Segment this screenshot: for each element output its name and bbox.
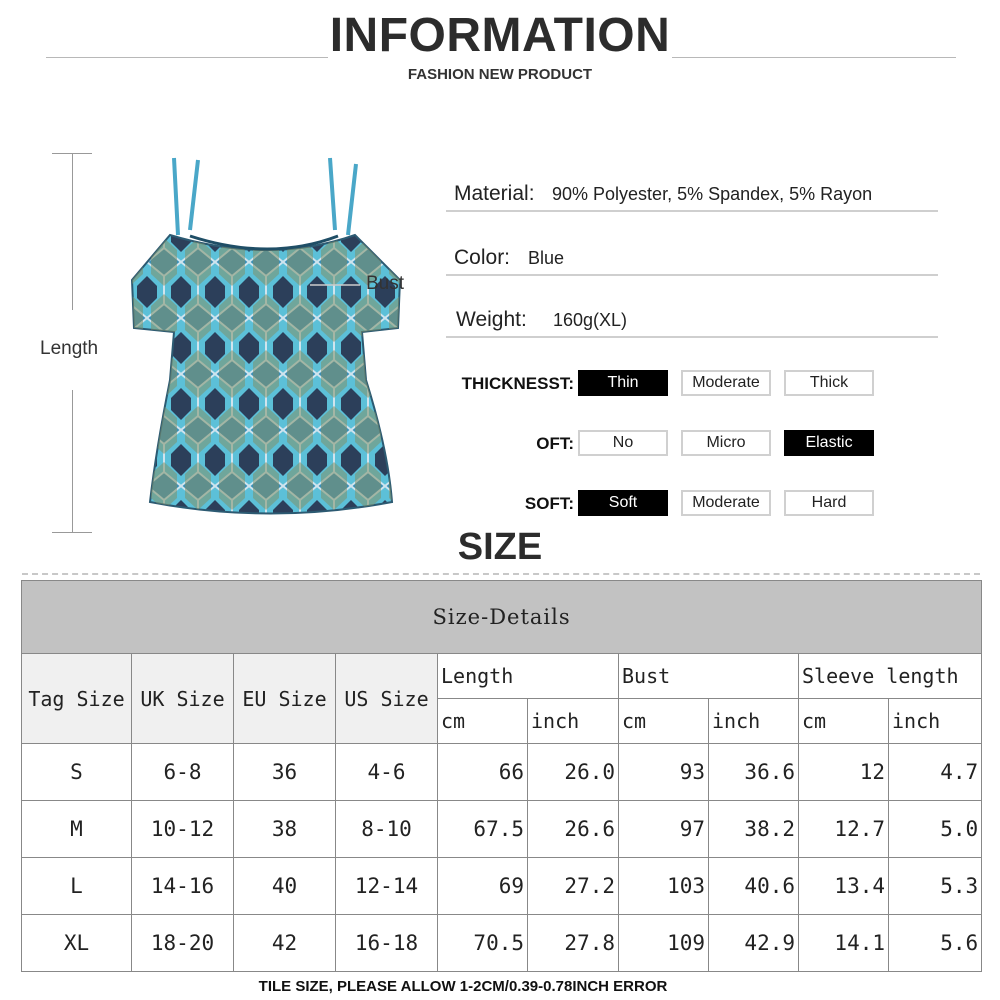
stretch-option-no[interactable]: No [578, 430, 668, 456]
cell-tag: S [22, 744, 132, 801]
cell-eu: 38 [234, 801, 336, 858]
page-subtitle: FASHION NEW PRODUCT [407, 66, 593, 83]
cell-sleeve-inch: 5.0 [889, 801, 982, 858]
cell-uk: 10-12 [132, 801, 234, 858]
soft-option-hard[interactable]: Hard [784, 490, 874, 516]
cell-us: 4-6 [336, 744, 438, 801]
cell-tag: XL [22, 915, 132, 972]
cell-bust-inch: 42.9 [709, 915, 799, 972]
cell-sleeve-cm: 12 [799, 744, 889, 801]
stretch-option-micro[interactable]: Micro [681, 430, 771, 456]
header-sleeve-inch: inch [889, 699, 982, 744]
table-caption-row [22, 581, 982, 654]
weight-value: 160g(XL) [553, 310, 628, 330]
size-error-footnote: TILE SIZE, PLEASE ALLOW 1-2CM/0.39-0.78INCH ERROR [258, 978, 668, 995]
header-us-size: US Size [336, 654, 438, 744]
cell-sleeve-inch: 4.7 [889, 744, 982, 801]
cell-length-cm: 69 [438, 858, 528, 915]
cell-us: 8-10 [336, 801, 438, 858]
cell-sleeve-inch: 5.6 [889, 915, 982, 972]
cell-uk: 14-16 [132, 858, 234, 915]
cell-eu: 42 [234, 915, 336, 972]
cell-length-cm: 67.5 [438, 801, 528, 858]
cell-bust-inch: 40.6 [709, 858, 799, 915]
header-length: Length [438, 654, 619, 699]
header-uk-size: UK Size [132, 654, 234, 744]
header-sleeve-length: Sleeve length [799, 654, 982, 699]
cell-sleeve-cm: 13.4 [799, 858, 889, 915]
size-section-title: SIZE [457, 526, 543, 568]
cell-length-cm: 66 [438, 744, 528, 801]
cell-uk: 18-20 [132, 915, 234, 972]
thickness-option-thick[interactable]: Thick [784, 370, 874, 396]
cell-tag: L [22, 858, 132, 915]
header-eu-size: EU Size [234, 654, 336, 744]
cell-bust-cm: 93 [619, 744, 709, 801]
cell-uk: 6-8 [132, 744, 234, 801]
header-bust-cm: cm [619, 699, 709, 744]
cell-eu: 40 [234, 858, 336, 915]
table-row [22, 801, 982, 858]
length-guide-bar-top [72, 153, 73, 310]
cell-length-inch: 27.2 [528, 858, 619, 915]
page-title: INFORMATION [329, 9, 671, 62]
color-key: Color: [454, 246, 511, 269]
color-value: Blue [528, 248, 565, 268]
material-value: 90% Polyester, 5% Spandex, 5% Rayon [552, 184, 873, 204]
length-guide-bar-bottom [72, 390, 73, 532]
thickness-option-moderate[interactable]: Moderate [681, 370, 771, 396]
color-row [446, 240, 938, 276]
cell-bust-cm: 97 [619, 801, 709, 858]
cell-length-inch: 27.8 [528, 915, 619, 972]
soft-option-soft[interactable]: Soft [578, 490, 668, 516]
size-table [21, 580, 982, 972]
weight-row [446, 302, 938, 338]
stretch-label: OFT: [536, 434, 574, 453]
header-sleeve-cm: cm [799, 699, 889, 744]
cell-bust-cm: 103 [619, 858, 709, 915]
stretch-option-elastic[interactable]: Elastic [784, 430, 874, 456]
cell-length-inch: 26.6 [528, 801, 619, 858]
header-length-cm: cm [438, 699, 528, 744]
cell-sleeve-cm: 12.7 [799, 801, 889, 858]
header-bust: Bust [619, 654, 799, 699]
header-length-inch: inch [528, 699, 619, 744]
dashed-divider [22, 573, 980, 575]
cell-sleeve-cm: 14.1 [799, 915, 889, 972]
thickness-label: THICKNESST: [461, 374, 574, 393]
weight-key: Weight: [456, 308, 527, 331]
material-key: Material: [454, 182, 535, 205]
header-bust-inch: inch [709, 699, 799, 744]
cell-eu: 36 [234, 744, 336, 801]
cell-length-cm: 70.5 [438, 915, 528, 972]
cell-us: 16-18 [336, 915, 438, 972]
cell-bust-cm: 109 [619, 915, 709, 972]
table-row [22, 915, 982, 972]
header-tag-size: Tag Size [22, 654, 132, 744]
table-row [22, 858, 982, 915]
cell-sleeve-inch: 5.3 [889, 858, 982, 915]
table-caption: Size-Details [22, 581, 982, 654]
material-row [446, 176, 938, 212]
soft-label: SOFT: [524, 494, 574, 513]
length-label: Length [40, 338, 99, 359]
cell-bust-inch: 36.6 [709, 744, 799, 801]
soft-option-moderate[interactable]: Moderate [681, 490, 771, 516]
cell-length-inch: 26.0 [528, 744, 619, 801]
bust-label: Bust [366, 273, 405, 294]
product-image [130, 150, 410, 530]
cell-us: 12-14 [336, 858, 438, 915]
table-header-row [22, 654, 982, 699]
table-row [22, 744, 982, 801]
thickness-option-thin[interactable]: Thin [578, 370, 668, 396]
cell-tag: M [22, 801, 132, 858]
cell-bust-inch: 38.2 [709, 801, 799, 858]
